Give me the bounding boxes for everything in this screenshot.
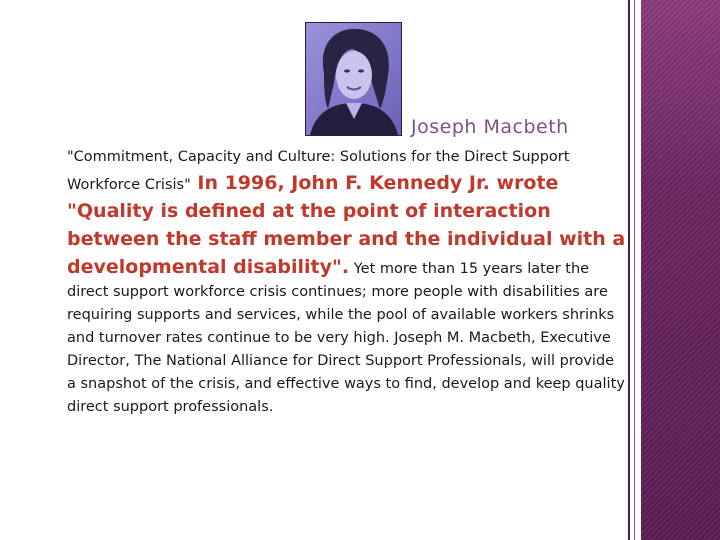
talk-title: "Commitment, Capacity and Culture: Solutions for the Direct Support Workforce Crisis" (67, 149, 570, 193)
description (67, 146, 627, 419)
portrait-image (306, 23, 401, 135)
description-body: Yet more than 15 years later the direct support workforce crisis continues; more people with disabilities are requiring supports and services, while the pool of available workers shrinks and turnover rates continue to be very high. Joseph M. Macbeth, Executive Director, The National Alliance for Direct Support Professionals, will provide a snapshot of the crisis, and effective ways to find, develop and keep quality direct support professionals. (67, 261, 625, 415)
speaker-name: Joseph Macbeth (411, 116, 569, 138)
speaker-photo (305, 22, 402, 136)
kennedy-quote: In 1996, John F. Kennedy Jr. wrote "Quality is defined at the point of interaction between the staff member and the individual with a developmental disability". (67, 172, 626, 278)
decorative-side-band (641, 0, 720, 540)
divider-line (628, 0, 630, 540)
divider-line-thin (634, 0, 635, 540)
